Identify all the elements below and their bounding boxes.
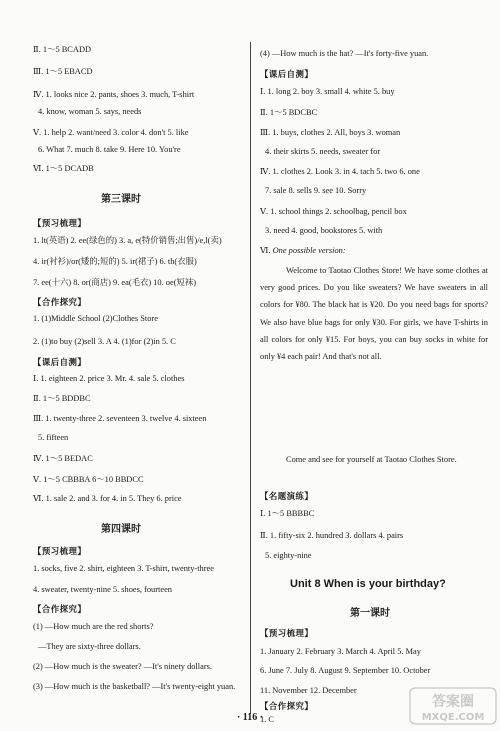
answer-line: Ⅳ. 1～5 BEDAC [33, 454, 93, 463]
answer-line: Ⅴ. 1. school things 2. schoolbag, pencil box [260, 207, 407, 216]
answer-line: 7. sale 8. sells 9. see 10. Sorry [265, 186, 367, 195]
section-label: 【合作探究】 [33, 297, 87, 307]
answer-line: (4) —How much is the hat? —It's forty-five yuan. [260, 49, 429, 58]
answer-line: 1. lt(英语) 2. ee(绿色的) 3. a, e(特价销售;出售)/e,l(卖) [33, 236, 222, 245]
answer-line: 4. ir(衬衫)/or(矮的;短的) 5. ir(裙子) 6. th(衣服) [33, 257, 197, 266]
answer-line: Ⅰ. 1～5 BBBBC [260, 509, 315, 518]
answer-line: 5. eighty-nine [265, 551, 312, 560]
answer-line: Ⅰ. 1. long 2. boy 3. small 4. white 5. buy [260, 87, 395, 96]
answer-line: 1. January 2. February 3. March 4. April 5. May [260, 647, 421, 656]
answer-line: Ⅳ. 1. looks nice 2. pants, shoes 3. much, T-shirt [33, 90, 195, 99]
answer-line: 3. need 4. good, bookstores 5. with [265, 226, 383, 235]
answer-line: 6. June 7. July 8. August 9. September 10. October [260, 666, 431, 675]
answer-line: (1) —How much are the red shorts? [33, 622, 154, 631]
answer-line: 1. (1)Middle School (2)Clothes Store [33, 314, 158, 323]
column-divider [250, 42, 251, 714]
section-label: 【课后自测】 [33, 357, 87, 367]
answer-line: (3) —How much is the basketball? —It's twenty-eight yuan. [33, 682, 236, 691]
answer-line: Ⅱ. 1～5 BDCBC [260, 108, 318, 117]
answer-line: 1. C [260, 715, 274, 724]
sample-essay-paragraph: Come and see for yourself at Taotao Clothes Store. [286, 455, 457, 464]
answer-line: 4. sweater, twenty-nine 5. shoes, fourteen [33, 585, 172, 594]
answer-line: 6. What 7. much 8. take 9. Here 10. You're [38, 145, 181, 154]
answer-line: Ⅵ. 1～5 DCADB [33, 164, 94, 173]
answer-line: 2. (1)to buy (2)sell 3. A 4. (1)for (2)in 5. C [33, 337, 176, 346]
roman-numeral: Ⅵ. [260, 246, 273, 255]
answer-line: 1. socks, five 2. shirt, eighteen 3. T-shirt, twenty-three [33, 564, 214, 573]
section-label: 【名题演练】 [260, 491, 314, 501]
sample-essay-paragraph: Welcome to Taotao Clothes Store! We have some clothes at very good prices. Do you like sweaters? We have sweaters in all colors for ¥80. The black hat is ¥20. Do you need bags for sports? We also have blue bags for only ¥30. For girls, we have T-shirts in all colors for only ¥15. For boys, you can buy socks in white for only ¥4 each pair! And that's not all. [260, 266, 488, 362]
answer-line: (2) —How much is the sweater? —It's ninety dollars. [33, 662, 212, 671]
answer-line: Ⅲ. 1. buys, clothes 2. All, boys 3. woman [260, 128, 401, 137]
sample-version-label: One possible version: [272, 246, 346, 255]
answer-line: 4. their skirts 5. needs, sweater for [265, 147, 381, 156]
lesson-heading: 第四课时 [101, 524, 141, 535]
section-label: 【课后自测】 [260, 69, 314, 79]
watermark-icon [408, 686, 498, 726]
answer-line: 5. fifteen [38, 433, 69, 442]
lesson-heading: 第一课时 [350, 608, 390, 619]
section-label: 【合作探究】 [260, 701, 314, 711]
answer-line: Ⅱ. 1. fifty-six 2. hundred 3. dollars 4. pairs [260, 531, 404, 540]
answer-line: Ⅴ. 1～5 CBBBA 6～10 BBDCC [33, 475, 144, 484]
answer-line: Ⅲ. 1～5 EBACD [33, 67, 93, 76]
watermark-text-en: MXQE.COM [421, 712, 485, 723]
answer-line: 7. ee(十六) 8. or(商店) 9. ea(毛衣) 10. oe(短袜) [33, 278, 197, 287]
answer-line: Ⅳ. 1. clothes 2. Look 3. in 4. tach 5. two 6. one [260, 167, 420, 176]
answer-line: Ⅴ. 1. help 2. want/need 3. color 4. don't 5. like [33, 128, 189, 137]
lesson-heading: 第三课时 [101, 194, 141, 205]
answer-line: —They are sixty-three dollars. [38, 642, 141, 651]
answer-line: 11. November 12. December [260, 686, 357, 695]
answer-line: Ⅱ. 1～5 BCADD [33, 45, 92, 54]
unit-title: Unit 8 When is your birthday? [290, 578, 446, 590]
answer-line: Ⅵ. 1. sale 2. and 3. for 4. in 5. They 6. price [33, 494, 182, 503]
section-label: 【预习梳理】 [33, 546, 87, 556]
answer-line: 4. know, woman 5. says, needs [38, 107, 142, 116]
answer-line: Ⅰ. 1. eighteen 2. price 3. Mr. 4. sale 5. clothes [33, 374, 185, 383]
answer-line [260, 245, 346, 256]
section-label: 【预习梳理】 [260, 628, 314, 638]
page-number: · 116 · [236, 712, 264, 723]
section-label: 【合作探究】 [33, 604, 87, 614]
answer-line: Ⅱ. 1～5 BDDBC [33, 394, 91, 403]
watermark-text-cn: 答案圈 [432, 694, 474, 710]
section-label: 【预习梳理】 [33, 218, 87, 228]
answer-line: Ⅲ. 1. twenty-three 2. seventeen 3. twelve 4. sixteen [33, 414, 207, 423]
watermark-logo [408, 686, 498, 726]
